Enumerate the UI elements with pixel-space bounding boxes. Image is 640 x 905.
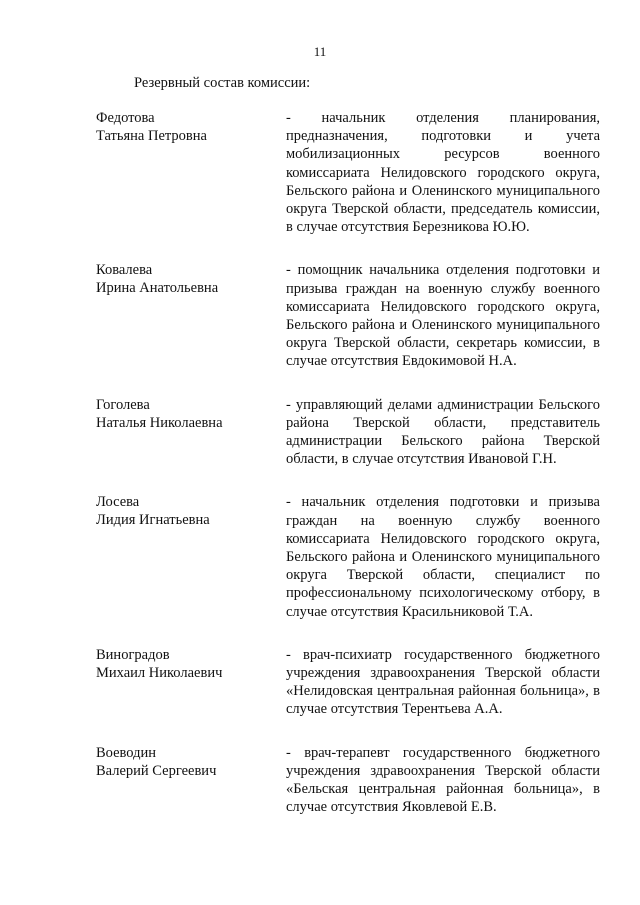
member-description: - помощник начальника отделения подготовки и призыва граждан на военную службу военного комиссариата Нелидовского городского округа, Бельского района и Оленинского муниципального округа Тверской области, секретарь комиссии, в случае отсутствия Евдокимовой Н.А.	[286, 262, 600, 370]
section-heading: Резервный состав комиссии:	[134, 75, 311, 91]
member-description: - управляющий делами администрации Бельского района Тверской области, представитель администрации Бельского района Тверской области, в случае отсутствия Ивановой Г.Н.	[286, 396, 600, 468]
member-given-names: Наталья Николаевна	[96, 414, 223, 431]
member-entry	[96, 261, 600, 370]
member-given-names: Лидия Игнатьевна	[96, 512, 210, 529]
member-entry	[96, 646, 600, 719]
member-description: - начальник отделения подготовки и призыва граждан на военную службу военного комиссариата Нелидовского городского округа, Бельского района и Оленинского муниципального округа Тверской области, специалист по профессиональному психологическому отбору, в случае отсутствия Красильниковой Т.А.	[286, 494, 600, 620]
member-given-names: Михаил Николаевич	[96, 664, 223, 681]
member-name	[96, 493, 286, 620]
member-given-names: Валерий Сергеевич	[96, 762, 217, 779]
member-given-names: Ирина Анатольевна	[96, 280, 219, 297]
member-surname: Ковалева	[96, 262, 153, 279]
member-surname: Лосева	[96, 494, 140, 511]
member-name	[96, 261, 286, 370]
member-surname: Виноградов	[96, 646, 170, 663]
member-description: - врач-терапевт государственного бюджетного учреждения здравоохранения Тверской области «Бельская центральная районная больница», в случае отсутствия Яковлевой Е.В.	[286, 744, 600, 816]
member-entry	[96, 396, 600, 469]
member-surname: Гоголева	[96, 396, 150, 413]
page-number: 11	[313, 44, 327, 59]
member-entry	[96, 744, 600, 817]
member-given-names: Татьяна Петровна	[96, 128, 207, 144]
member-list	[96, 109, 600, 842]
member-description: - начальник отделения планирования, предназначения, подготовки и учета мобилизационных ресурсов военного комиссариата Нелидовского городского округа, Бельского района и Оленинского муниципального округа Тверской области, председатель комиссии, в случае отсутствия Березникова Ю.Ю.	[286, 110, 600, 236]
member-name	[96, 744, 286, 817]
member-description: - врач-психиатр государственного бюджетного учреждения здравоохранения Тверской области «Нелидовская центральная районная больница», в случае отсутствия Терентьева А.А.	[286, 646, 600, 718]
member-name	[96, 109, 286, 236]
member-entry	[96, 109, 600, 236]
member-entry	[96, 493, 600, 620]
member-name	[96, 396, 286, 469]
member-surname: Федотова	[96, 110, 155, 126]
member-surname: Воеводин	[96, 744, 157, 761]
member-name	[96, 646, 286, 719]
